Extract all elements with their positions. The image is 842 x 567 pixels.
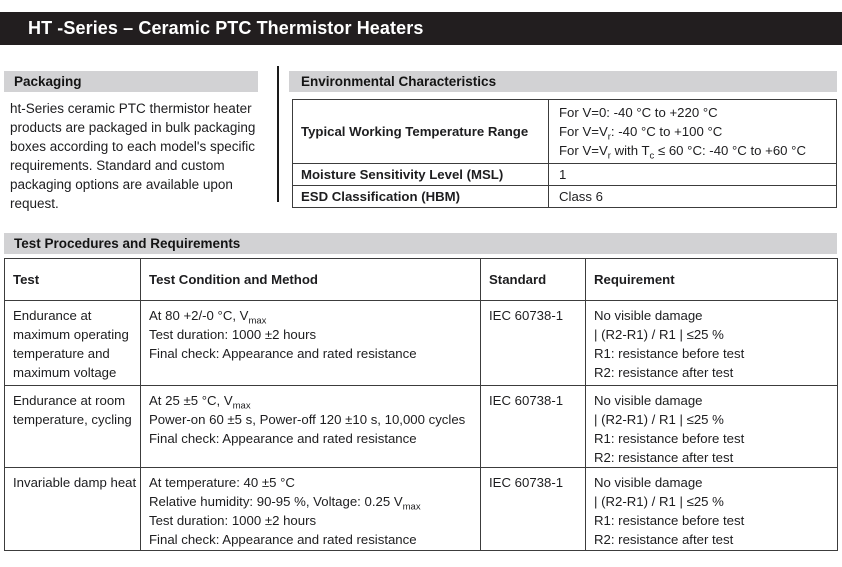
packaging-line: ht-Series ceramic PTC thermistor heater [10, 101, 252, 116]
test-line: temperature and [13, 346, 110, 361]
packaging-heading: Packaging [14, 74, 82, 89]
requirement-line: No visible damage [594, 308, 703, 323]
requirement-cell [586, 468, 838, 551]
requirement-line: No visible damage [594, 393, 703, 408]
requirement-line: R1: resistance before test [594, 346, 745, 361]
requirement-line: R2: resistance after test [594, 532, 734, 547]
condition-line: Final check: Appearance and rated resistance [149, 346, 417, 361]
packaging-line: products are packaged in bulk packaging [10, 120, 256, 135]
test-cell [5, 386, 141, 468]
test-line: Endurance at room [13, 393, 126, 408]
env-row-label: Typical Working Temperature Range [293, 100, 549, 164]
packaging-paragraph [10, 99, 282, 213]
test-line: Invariable damp heat [13, 475, 137, 490]
test-cell [5, 301, 141, 386]
condition-line: At temperature: 40 ±5 °C [149, 475, 295, 490]
standard-cell: IEC 60738-1 [481, 386, 586, 468]
condition-line: At 80 +2/-0 °C, $V_{max}$ [149, 308, 267, 327]
requirement-line: R1: resistance before test [594, 431, 745, 446]
requirement-line: R2: resistance after test [594, 365, 734, 380]
column-header-requirement: Requirement [586, 259, 838, 301]
table-header-row [5, 259, 838, 301]
table-row [5, 386, 838, 468]
tests-section-header [4, 233, 837, 254]
env-row-value [549, 100, 837, 164]
requirement-cell [586, 301, 838, 386]
requirement-cell [586, 386, 838, 468]
test-line: temperature, cycling [13, 412, 132, 427]
page-title: HT -Series – Ceramic PTC Thermistor Heaters [28, 18, 424, 38]
environmental-section-header [289, 71, 837, 92]
table-row [293, 186, 837, 208]
packaging-line: packaging options are available upon [10, 177, 233, 192]
table-row [5, 468, 838, 551]
requirement-line: R2: resistance after test [594, 450, 734, 465]
packaging-line: boxes according to each model's specific [10, 139, 255, 154]
condition-line: Final check: Appearance and rated resistance [149, 431, 417, 446]
test-line: Endurance at [13, 308, 92, 323]
requirement-line: | (R2-R1) / R1 | ≤25 % [594, 494, 724, 509]
packaging-section-header [4, 71, 258, 92]
column-header-standard: Standard [481, 259, 586, 301]
condition-cell [141, 386, 481, 468]
condition-line: Test duration: 1000 ±2 hours [149, 513, 317, 528]
environmental-heading: Environmental Characteristics [301, 74, 497, 89]
packaging-line: requirements. Standard and custom [10, 158, 225, 173]
column-header-test: Test [5, 259, 141, 301]
condition-cell [141, 301, 481, 386]
column-header-condition: Test Condition and Method [141, 259, 481, 301]
test-procedures-table [4, 258, 838, 551]
requirement-line: R1: resistance before test [594, 513, 745, 528]
env-row-label: Moisture Sensitivity Level (MSL) [293, 164, 549, 186]
env-value-line: For $V=V_r$ with $T_c \le 60$ °C: -40 °C to +60 °C [559, 143, 806, 162]
condition-line: Relative humidity: 90-95 %, Voltage: 0.25 $V_{max}$ [149, 494, 421, 513]
standard-cell: IEC 60738-1 [481, 301, 586, 386]
test-line: maximum voltage [13, 365, 117, 380]
tests-heading: Test Procedures and Requirements [14, 236, 241, 251]
test-line: maximum operating [13, 327, 129, 342]
condition-line: Power-on 60 ±5 s, Power-off 120 ±10 s, 10,000 cycles [149, 412, 466, 427]
env-value-line: For $V=V_r$: -40 °C to +100 °C [559, 124, 723, 143]
table-row [293, 100, 837, 164]
test-cell [5, 468, 141, 551]
environmental-table [292, 99, 837, 208]
condition-line: At 25 ±5 °C, $V_{max}$ [149, 393, 251, 412]
requirement-line: | (R2-R1) / R1 | ≤25 % [594, 412, 724, 427]
env-row-value: Class 6 [549, 186, 837, 208]
env-value-line: For V=0: -40 °C to +220 °C [559, 105, 718, 120]
requirement-line: | (R2-R1) / R1 | ≤25 % [594, 327, 724, 342]
condition-cell [141, 468, 481, 551]
standard-cell: IEC 60738-1 [481, 468, 586, 551]
condition-line: Test duration: 1000 ±2 hours [149, 327, 317, 342]
table-row [293, 164, 837, 186]
table-row [5, 301, 838, 386]
env-row-value: 1 [549, 164, 837, 186]
page-title-bar [0, 12, 842, 45]
packaging-line: request. [10, 196, 59, 211]
requirement-line: No visible damage [594, 475, 703, 490]
condition-line: Final check: Appearance and rated resistance [149, 532, 417, 547]
env-row-label: ESD Classification (HBM) [293, 186, 549, 208]
